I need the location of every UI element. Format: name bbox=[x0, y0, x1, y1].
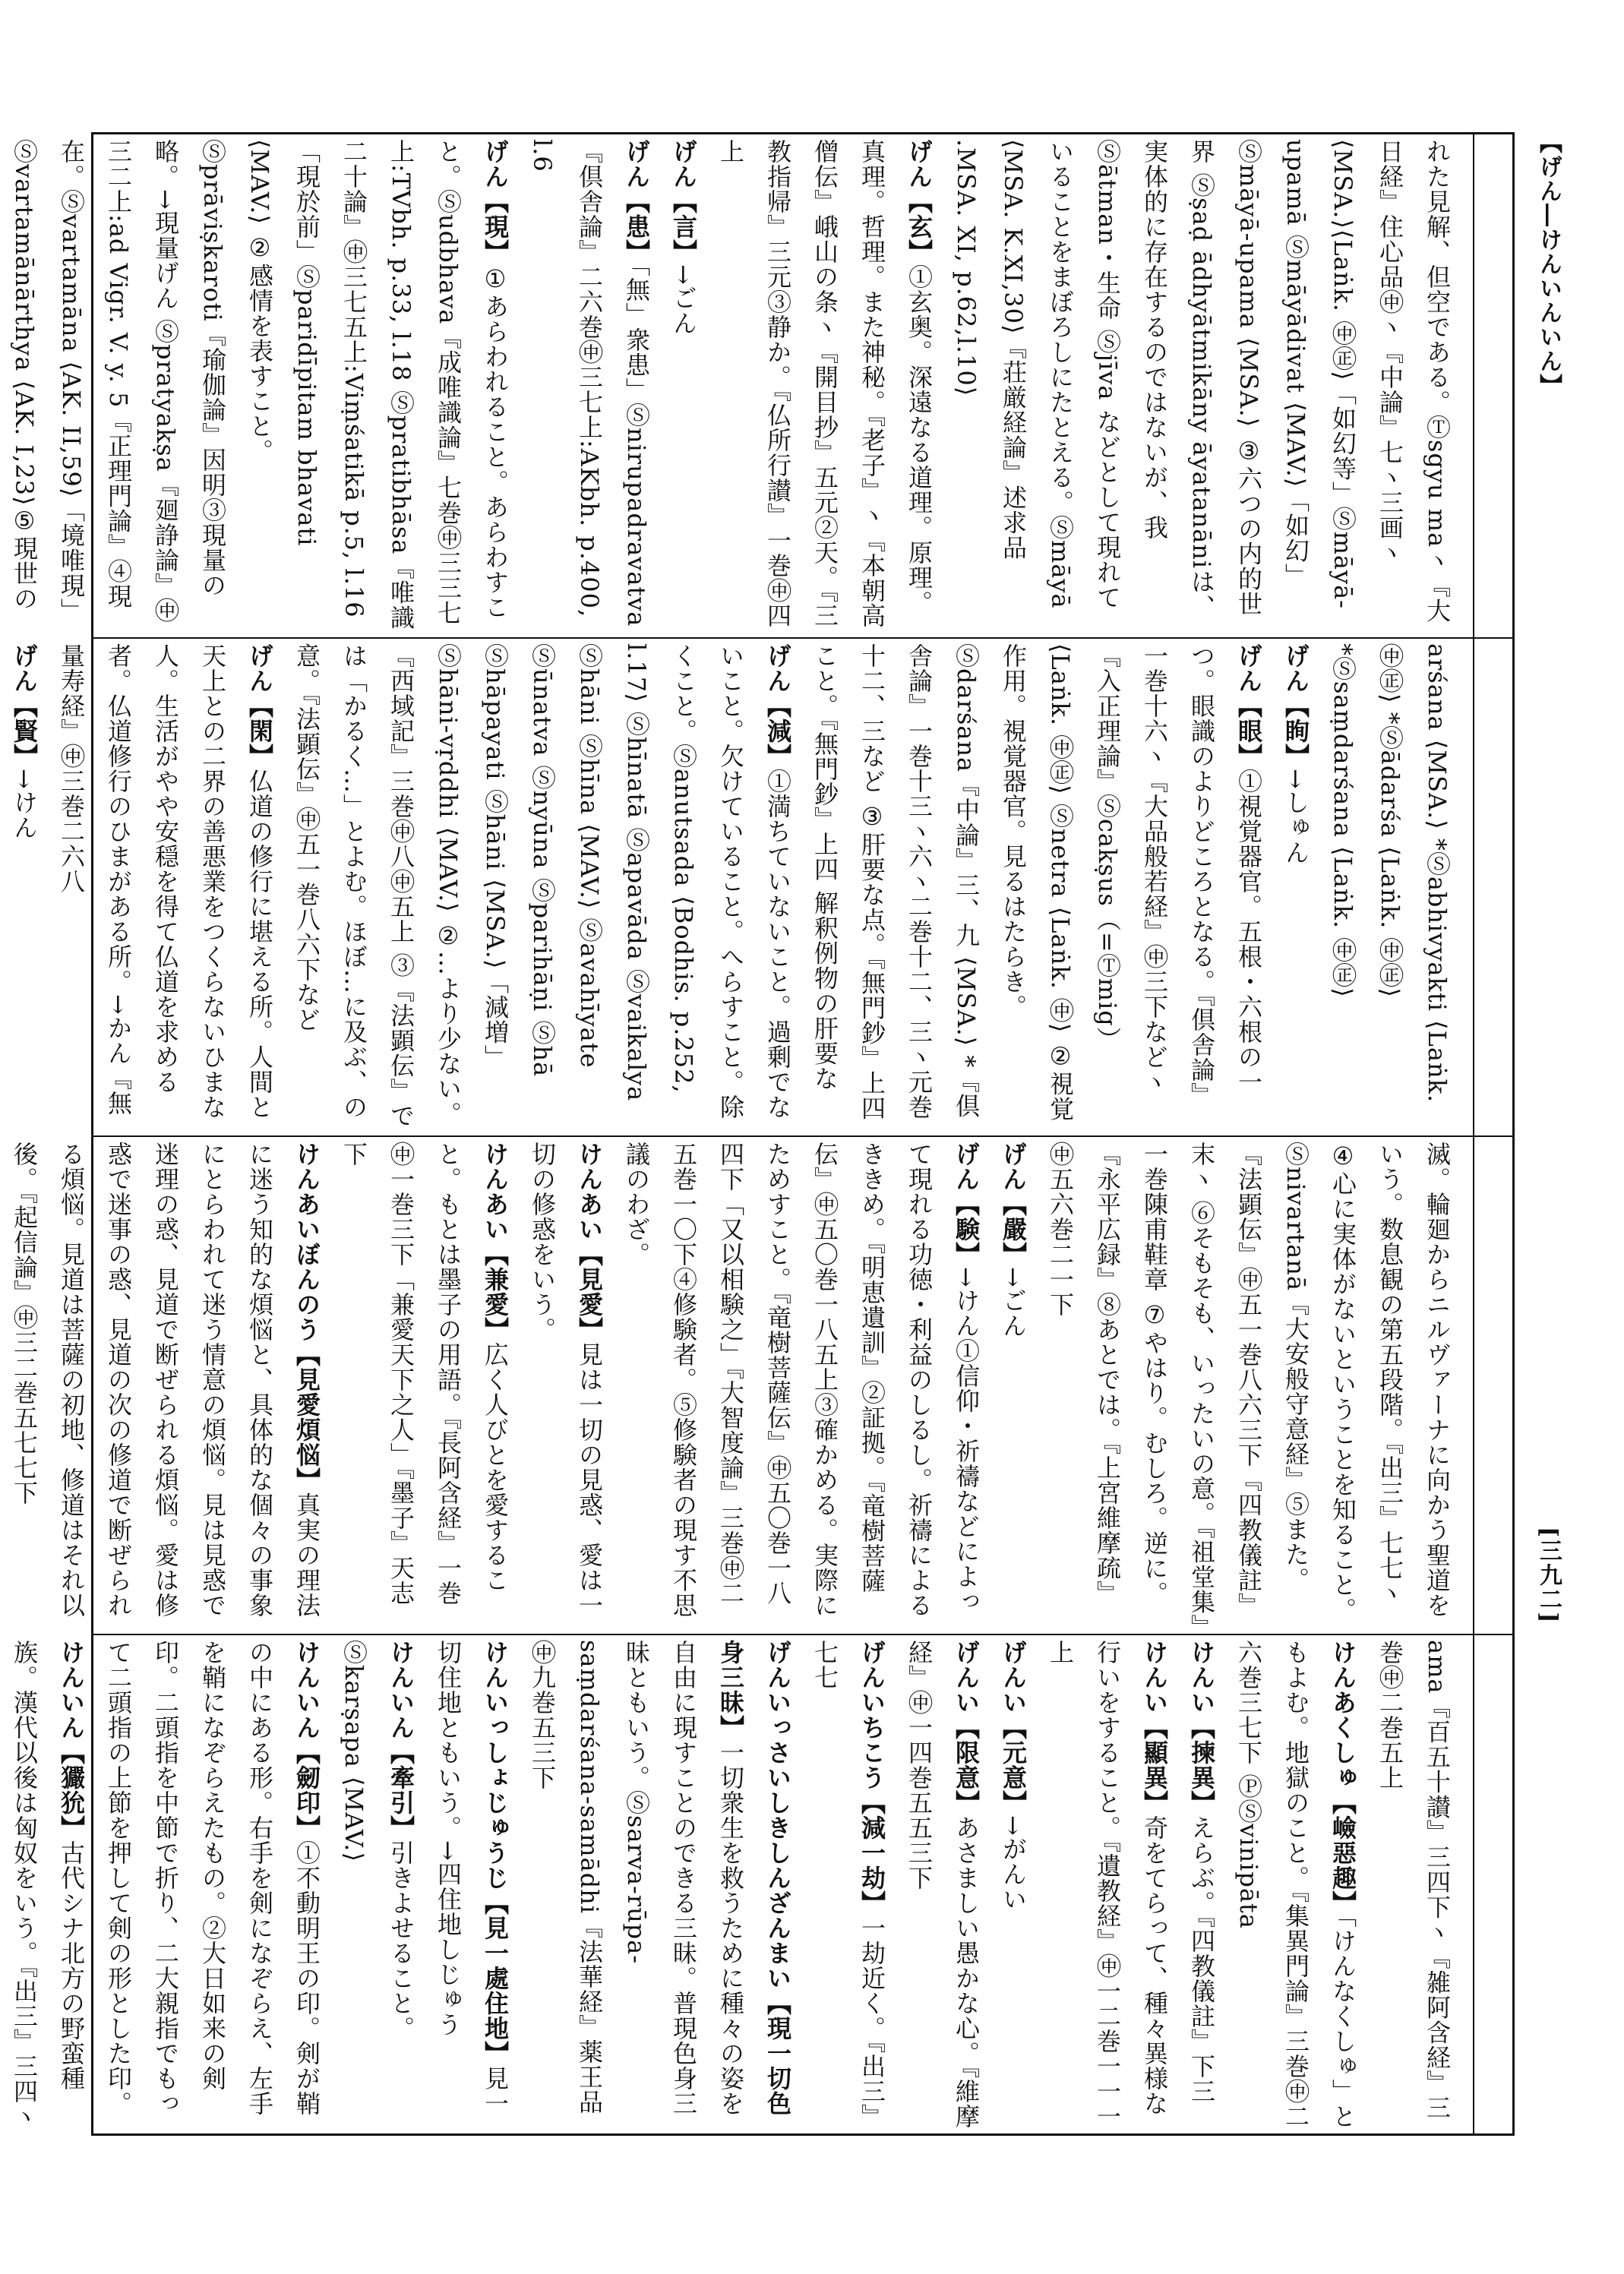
dictionary-entry bbox=[48, 643, 283, 1129]
dictionary-entry bbox=[1366, 1640, 1461, 2129]
entry-body: 広く人びとを愛すること。もとは墨子の用語。『長阿含経』一巻㊥一巻三下「兼愛天下之人」『墨子』天志下 bbox=[340, 1142, 510, 1606]
entry-headword: げん【閑】 bbox=[245, 643, 274, 769]
dictionary-entry bbox=[519, 139, 660, 631]
dictionary-entry bbox=[801, 1640, 896, 2129]
entry-body: 「無」衆患」Ⓢnirupadravatva 『倶舎論』二六巻㊥三七上:AKbh. p.400, l.6 bbox=[528, 139, 651, 627]
dictionary-entry bbox=[519, 1142, 613, 1628]
entry-headword: けんい【顯異】 bbox=[1140, 1640, 1169, 1815]
entry-body: ama『百五十讃』三四下ヽ『雑阿含経』三巻㊥二巻五上 bbox=[1376, 1640, 1452, 2121]
entry-headword: げん【患】 bbox=[622, 139, 651, 264]
dictionary-entry bbox=[519, 1640, 801, 2129]
entry-body: →しゅん bbox=[1281, 769, 1310, 865]
entry-body: ①あらわれること。あらわすこと。Ⓢudbhava『成唯識論』七巻㊥三三七上:TVbh. p.33, l.18 Ⓢpratibhāsa『唯識二十論』㊥三七五上:Viṃśatikā p.5, l.16「現於前」Ⓢparidīpitam bhavati ⟨MAV.⟩ ②感情を表すこと。Ⓢprāviṣkaroti『瑜伽論』因明③現量の略。→現量げん Ⓢpratyakṣa『廻諍論』㊥三二上:ad Vigr. V. y. 5『正理門論』④現在。Ⓢvartamāna ⟨AK. II,59⟩「境唯現」Ⓢvartamānārthya ⟨AK. I,23⟩⑤現世の bbox=[10, 139, 510, 630]
entry-headword: げん【減】 bbox=[763, 643, 792, 769]
dictionary-entry bbox=[0, 1142, 1, 1628]
tier-4 bbox=[10, 1635, 1468, 2133]
entry-headword: けんあい【見愛】 bbox=[575, 1142, 604, 1342]
entry-body: 一切衆生を救うために種々の姿を自由に現すことのできる三昧。普現色身三昧ともいう。Ⓢsarva-rūpa-saṃdarśana-samādhi『法華経』薬王品㊥九巻五三下 bbox=[528, 1640, 745, 2116]
dictionary-entry bbox=[0, 1640, 95, 2129]
dictionary-entry bbox=[1178, 1640, 1225, 2129]
entry-body: ①玄奥。深遠なる道理。原理。真理。哲理。また神秘。『老子』ヽ『本朝高僧伝』峨山の条ヽ『開目抄』五元②天。『三教指帰』三元③静か。『仏所行讃』一巻㊥四上 bbox=[716, 139, 934, 628]
running-head: 【げん―けんいんいん】 bbox=[1535, 131, 1562, 398]
dictionary-entry bbox=[1037, 1142, 1461, 1628]
entry-body: 一劫近く。『出三』七七 bbox=[810, 1640, 886, 2129]
dictionary-entry bbox=[1272, 643, 1319, 1129]
entry-headword: げん【眼】 bbox=[1234, 643, 1263, 769]
entry-headword: けんあいぼんのう【見愛煩悩】 bbox=[292, 1142, 321, 1492]
tier-2 bbox=[10, 639, 1468, 1134]
page-frame bbox=[10, 132, 1515, 2136]
entry-headword: げん【賢】 bbox=[10, 643, 39, 769]
entry-body: ①満ちていないこと。過剰でないこと。欠けていること。へらすこと。除くこと。Ⓢanutsada ⟨Bodhis. p.252, l.17⟩ Ⓢhīnatā Ⓢapavāda Ⓢvaikalya Ⓢhāni Ⓢhīna ⟨MAV.⟩ Ⓢavahīyate Ⓢūnatva Ⓢnyūna Ⓢparihāṇi Ⓢhā Ⓢhāpayati Ⓢhāni ⟨MSA.⟩「減増」Ⓢhāni-vṛddhi ⟨MAV.⟩ ②…より少ない。『西域記』三巻㊥八㊥五上 ③『法顕伝』では「かるく…」とよむ。ほぼ…に及ぶ、の意。『法顕伝』㊥五一巻八六下など bbox=[292, 643, 792, 1129]
entry-body: 見一切住地ともいう。→四住地しじゅう bbox=[434, 1640, 510, 2116]
entry-body: 仏道の修行に堪える所。人間と天上との二界の善悪業をつくらないひまな人。生活がやや安穏を得て仏道を求める者。仏道修行のひまがある所。→かん『無量寿経』㊥三巻二六八 bbox=[57, 643, 274, 1120]
entry-headword: けんあい【兼愛】 bbox=[481, 1142, 510, 1342]
entry-headword: けんいっしょじゅうじ【見一處住地】 bbox=[481, 1640, 510, 2066]
dictionary-entry bbox=[1037, 1640, 1178, 2129]
entry-headword: げん【玄】 bbox=[905, 139, 934, 264]
entry-body: 真実の理法に迷う知的な煩悩と、具体的な個々の事象にとらわれて迷う情意の煩悩。見は見惑で迷理の惑、見道で断ぜられる煩悩。愛は修惑で迷事の惑、見道の次の修道で断ぜられる煩悩。見道は菩薩の初地、修道はそれ以後。『起信論』㊥三二巻五七七下 bbox=[10, 1142, 321, 1618]
entry-body: →けん①信仰・祈禱などによって現れる功徳・利益のしるし。祈禱によるききめ。『明恵遺訓』②証拠。『竜樹菩薩伝』㊥五〇巻一八五上③確かめる。実際にためすこと。『竜樹菩薩伝』㊥五〇巻一八四下「又以相験之」『大智度論』三巻㊥二五巻一〇下④修験者。⑤修験者の現す不思議のわざ。 bbox=[622, 1142, 981, 1618]
entry-headword: げんいちこう【減一劫】 bbox=[858, 1640, 886, 1916]
dictionary-entry bbox=[707, 139, 943, 631]
entry-body: →けん bbox=[10, 769, 39, 840]
entry-body: 奇をてらって、種々異様な行いをすること。『遺教経』㊥一二巻一一一上 bbox=[1046, 1640, 1169, 2129]
entry-headword: げん【現】 bbox=[481, 139, 510, 264]
entry-body: →ごん bbox=[669, 264, 698, 336]
entry-body: 引きよせること。Ⓢkarṣapa ⟨MAV.⟩ bbox=[340, 1640, 415, 2041]
entry-body: あさましい愚かな心。『維摩経』㊥一四巻五五三下 bbox=[905, 1640, 981, 2129]
dictionary-entry bbox=[0, 643, 1, 1129]
dictionary-entry bbox=[425, 1640, 519, 2129]
entry-body: ①不動明王の印。剣が鞘の中にある形。右手を剣になぞらえ、左手を鞘になぞらえたもの。②大日如来の剣印。二頭指を中節で折り、二大親指でもって二頭指の上節を押して剣の形とした印。 bbox=[104, 1640, 321, 2116]
entry-body: 古代シナ北方の野蛮種族。漢代以後は匈奴をいう。『出三』三四ヽ bbox=[10, 1640, 86, 2129]
entry-headword: げん【嚴】 bbox=[999, 1142, 1028, 1267]
column-rule bbox=[1473, 134, 1474, 2133]
entry-body: 見は一切の見惑、愛は一切の修惑をいう。 bbox=[528, 1142, 604, 1618]
dictionary-entry bbox=[330, 1640, 425, 2129]
entry-body: 滅。輪廻からニルヴァーナに向かう聖道をいう。数息観の第五段階。『出三』七七ヽ ④心に実体がないということを知ること。Ⓢnivartanā『大安般守意経』⑤また。『法顕伝』㊥五一巻八六三下『四教儀註』末ヽ ⑥そもそも、いったいの意。『祖堂集』一巻陳甫鞋章 ⑦やはり。むしろ。逆に。『永平広録』⑧あとでは。『上宮維摩疏』㊥五六巻二一下 bbox=[1046, 1142, 1452, 1628]
entry-body: ①視覚器官。五根・六根の一つ。眼識のよりどころとなる。『倶舎論』一巻十六ヽ『大品般若経』㊥三下などヽ『入正理論』Ⓢcakṣus（=Ⓣmig）⟨Laṅk. ㊥㊣⟩ Ⓢnetra ⟨Laṅk. ㊥⟩ ②視覚作用。視覚器官。見るはたらき。Ⓢdarśana『中論』三、九 ⟨MSA.⟩ *『倶舎論』一巻十三ヽ六ヽ二巻十二、三ヽ元巻十二、三など ③肝要な点。『無門鈔』上四 bbox=[858, 643, 1263, 1122]
entry-body: れた見解、但空である。Ⓣsgyu maヽ『大日経』住心品㊥ヽ『中論』七ヽ三画ヽ⟨MSA.⟩⟨Laṅk. ㊥㊣⟩「如幻等」Ⓢmāyā-upamā Ⓢmāyādivat ⟨MAV.⟩「如幻」Ⓢmāyā-upama ⟨MSA.⟩ ③六つの内的世界 Ⓢṣaḍ ādhyātmikāny āyatanāniは、実体的に存在するのではないが、我 Ⓢātman・生命 Ⓢjīva などとして現れていることをまぼろしにたとえる。Ⓢmāyā ⟨MSA. K.XI,30⟩『荘厳経論』述求品 .MSA. XI, p.62,l.10⟩ bbox=[952, 139, 1452, 624]
dictionary-entry bbox=[990, 1142, 1037, 1628]
entry-body: →がんい bbox=[999, 1815, 1028, 1912]
dictionary-entry bbox=[801, 643, 848, 1129]
page-number: [三九二] bbox=[1535, 1527, 1562, 1625]
dictionary-entry bbox=[283, 643, 801, 1129]
dictionary-entry bbox=[0, 139, 519, 631]
dictionary-entry bbox=[613, 1142, 990, 1628]
entry-headword: げん【験】 bbox=[952, 1142, 981, 1267]
dictionary-entry bbox=[943, 139, 1461, 631]
entry-headword: げん【眴】 bbox=[1281, 643, 1310, 769]
dictionary-entry bbox=[1, 643, 48, 1129]
entry-body: 「けんなくしゅ」ともよむ。地獄のこと。『集異門論』三巻㊥二六巻三七下 ⓅⓈvinipāta bbox=[1234, 1640, 1357, 2129]
entry-body: arśana ⟨MSA.⟩ *Ⓢabhivyakti ⟨Laṅk. ㊥㊣⟩ *Ⓢādarśa ⟨Laṅk. ㊥㊣⟩ *Ⓢsaṃdarśana ⟨Laṅk. ㊥㊣⟩ bbox=[1329, 643, 1452, 1104]
dictionary-entry bbox=[1, 1142, 330, 1628]
dictionary-entry bbox=[990, 1640, 1037, 2129]
entry-body: →ごん bbox=[999, 1267, 1028, 1338]
entry-body: えらぶ。『四教儀註』下三 bbox=[1187, 1815, 1216, 2104]
entry-headword: けんいん【玁狁】 bbox=[57, 1640, 86, 1840]
dictionary-entry bbox=[1225, 1640, 1366, 2129]
dictionary-entry bbox=[660, 139, 707, 631]
tier-3 bbox=[10, 1137, 1468, 1632]
dictionary-entry bbox=[330, 1142, 519, 1628]
entry-headword: げんい【元意】 bbox=[999, 1640, 1028, 1815]
entry-headword: げん【言】 bbox=[669, 139, 698, 264]
entry-body: こと。『無門鈔』上四 解釈例物の肝要な bbox=[810, 643, 839, 1091]
entry-headword: げんいっさいしきしんざんまい【現一切色身三昧】 bbox=[716, 1640, 792, 2116]
entry-headword: けんいん【劒印】 bbox=[292, 1640, 321, 1840]
entry-headword: げんい【限意】 bbox=[952, 1640, 981, 1815]
dictionary-entry bbox=[95, 1640, 330, 2129]
entry-headword: けんいん【牽引】 bbox=[387, 1640, 415, 1840]
dictionary-entry bbox=[848, 643, 1272, 1129]
entry-headword: けんあくしゅ【嶮惡趣】 bbox=[1329, 1640, 1357, 1916]
entry-headword: けんい【揀異】 bbox=[1187, 1640, 1216, 1815]
dictionary-entry bbox=[1319, 643, 1461, 1129]
dictionary-entry bbox=[896, 1640, 990, 2129]
tier-1 bbox=[10, 134, 1468, 636]
